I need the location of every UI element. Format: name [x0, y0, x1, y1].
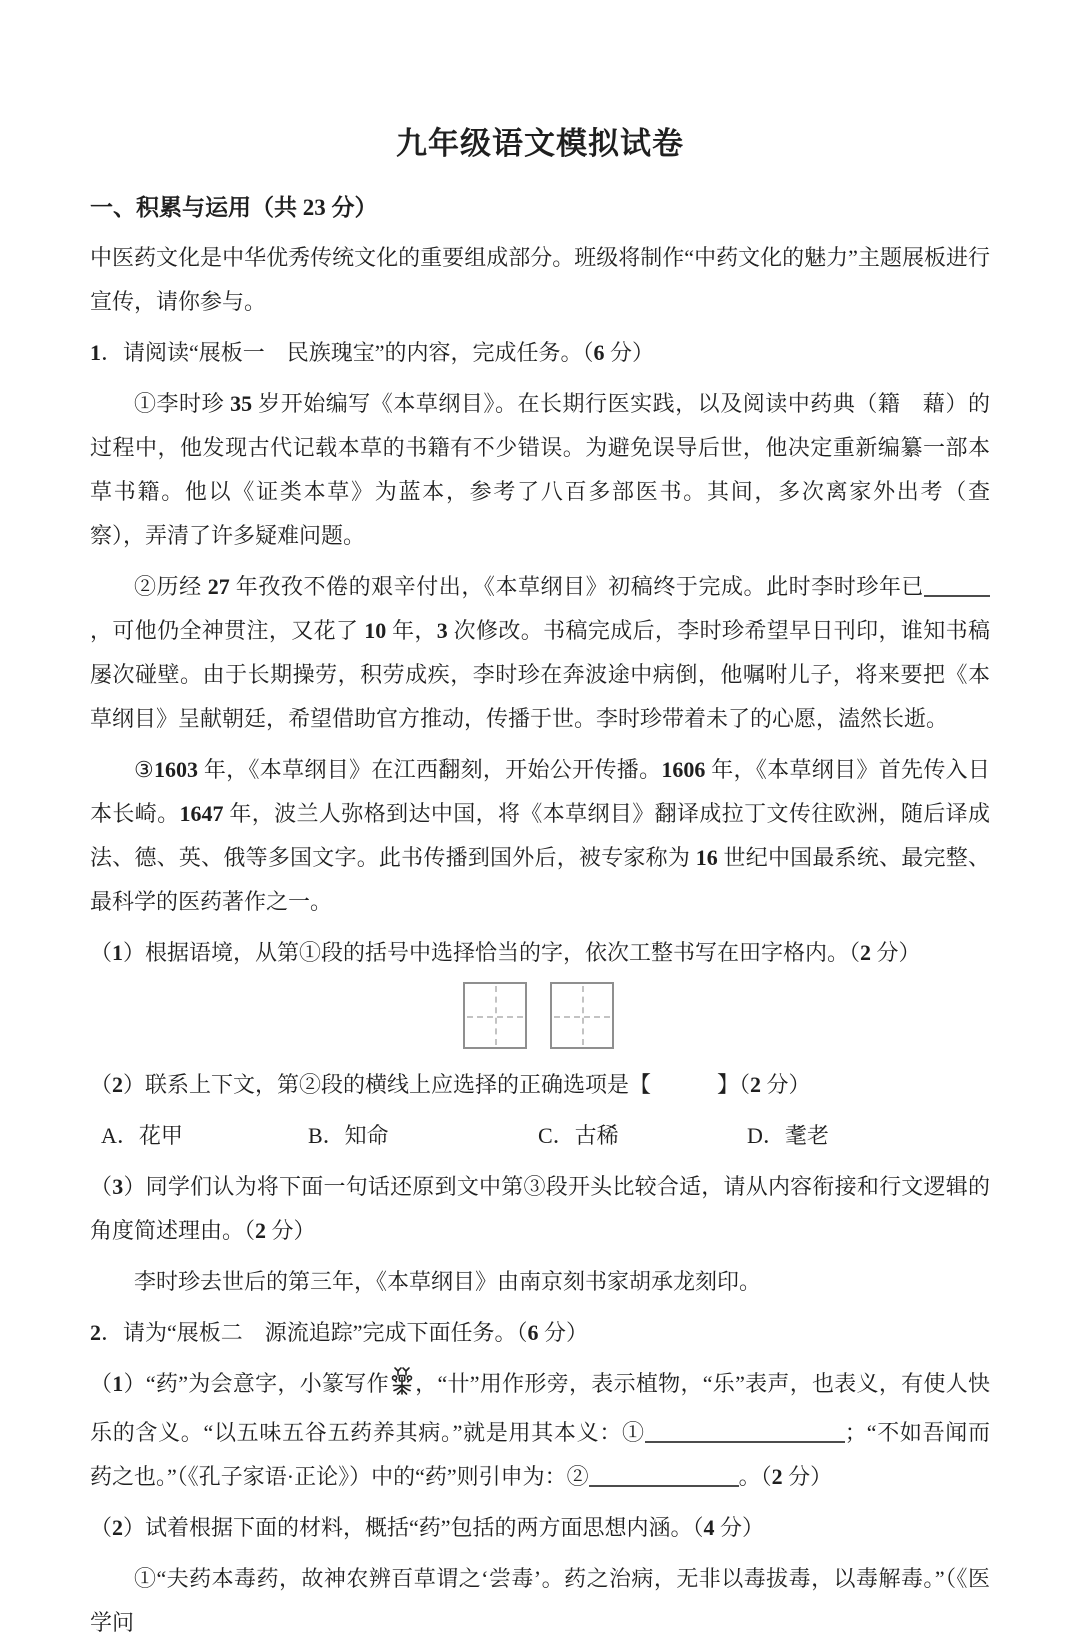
paragraph2-text-after-blank: ，可他仍全神贯注，又花了 10 年，3 次修改。书稿完成后，李时珍希望早日刊印，谁知书稿屡次碰壁。由于长期操劳，积劳成疾，李时珍在奔波途中病倒，他嘱咐儿子，将来要把《本草纲目》呈献朝廷，希望借助官方推动，传播于世。李时珍带着未了的心愿，溘然长逝。	[90, 618, 990, 731]
option-b: B．知命	[308, 1123, 389, 1148]
question2-sub2-stem: （2）试着根据下面的材料，概括“药”包括的两方面思想内涵。（4 分）	[90, 1515, 765, 1540]
paragraph2-answer-blank	[924, 573, 990, 597]
seal-script-yao-icon	[390, 1366, 414, 1411]
option-c: C．古稀	[538, 1123, 619, 1148]
question2-sub1-text-3: ；“不如吾闻而药之也。”（《孔子家语·正论》）中的“药”则引申为：②	[90, 1420, 991, 1489]
question1-sub3-stem: （3）同学们认为将下面一句话还原到文中第③段开头比较合适，请从内容衔接和行文逻辑的角度简述理由。（2 分）	[90, 1174, 990, 1243]
option-d: D．耄老	[747, 1123, 829, 1148]
question2-answer-blank-1	[645, 1419, 845, 1443]
question1-stem: 1．请阅读“展板一 民族瑰宝”的内容，完成任务。（6 分）	[90, 340, 655, 365]
question1-passage-paragraph-2	[90, 565, 990, 741]
question2-sub1-text-2: ，“卄”用作形旁，表示植物，“乐”表声，也表义，有使人快乐的含义。“以五味五谷五药养其病。”就是用其本义：①	[90, 1371, 991, 1445]
grid-crosshair-vertical	[495, 986, 497, 1045]
intro-paragraph: 中医药文化是中华优秀传统文化的重要组成部分。班级将制作“中药文化的魅力”主题展板进行宣传，请你参与。	[90, 245, 990, 314]
character-grid-box-2	[550, 982, 614, 1049]
page-title: 九年级语文模拟试卷	[396, 126, 684, 161]
question1-sub2-options	[90, 1114, 990, 1158]
question2-stem: 2．请为“展板二 源流追踪”完成下面任务。（6 分）	[90, 1320, 589, 1345]
paragraph2-text-before-blank: ②历经 27 年孜孜不倦的艰辛付出，《本草纲目》初稿终于完成。此时李时珍年已	[134, 574, 924, 599]
question1-passage-paragraph-1: ①李时珍 35 岁开始编写《本草纲目》。在长期行医实践，以及阅读中药典（籍 藉）的过程中，他发现古代记载本草的书籍有不少错误。为避免误导后世，他决定重新编纂一部本草书籍。他以《证类本草》为蓝本，参考了八百多部医书。其间，多次离家外出考（查 察），弄清了许多疑难问题。	[90, 391, 1013, 548]
character-writing-grid-row	[463, 982, 990, 1049]
question1-sub1-stem: （1）根据语境，从第①段的括号中选择恰当的字，依次工整书写在田字格内。（2 分）	[90, 940, 921, 965]
question1-sub2-stem: （2）联系上下文，第②段的横线上应选择的正确选项是【 】（2 分）	[90, 1072, 811, 1097]
option-a: A．花甲	[101, 1123, 183, 1148]
question2-sub1-text-1: （1）“药”为会意字，小篆写作	[90, 1371, 389, 1396]
section-one-heading: 一、积累与运用（共 23 分）	[90, 195, 378, 220]
question1-sub3-quote: 李时珍去世后的第三年，《本草纲目》由南京刻书家胡承龙刻印。	[134, 1269, 762, 1294]
grid-crosshair-vertical	[582, 986, 584, 1045]
question1-passage-paragraph-3: ③1603 年，《本草纲目》在江西翻刻，开始公开传播。1606 年，《本草纲目》首先传入日本长崎。1647 年，波兰人弥格到达中国，将《本草纲目》翻译成拉丁文传往欧洲，随后译成法、德、英、俄等多国文字。此书传播到国外后，被专家称为 16 世纪中国最系统、最完整、最科学的医药著作之一。	[90, 757, 990, 914]
question2-sub1	[90, 1362, 990, 1499]
character-grid-box-1	[463, 982, 527, 1049]
question2-answer-blank-2	[589, 1463, 739, 1487]
question2-sub1-text-4: 。（2 分）	[738, 1464, 833, 1489]
question2-material-1: ①“夫药本毒药，故神农辨百草谓之‘尝毒’。药之治病，无非以毒拔毒，以毒解毒。”（《医学问	[90, 1566, 990, 1635]
